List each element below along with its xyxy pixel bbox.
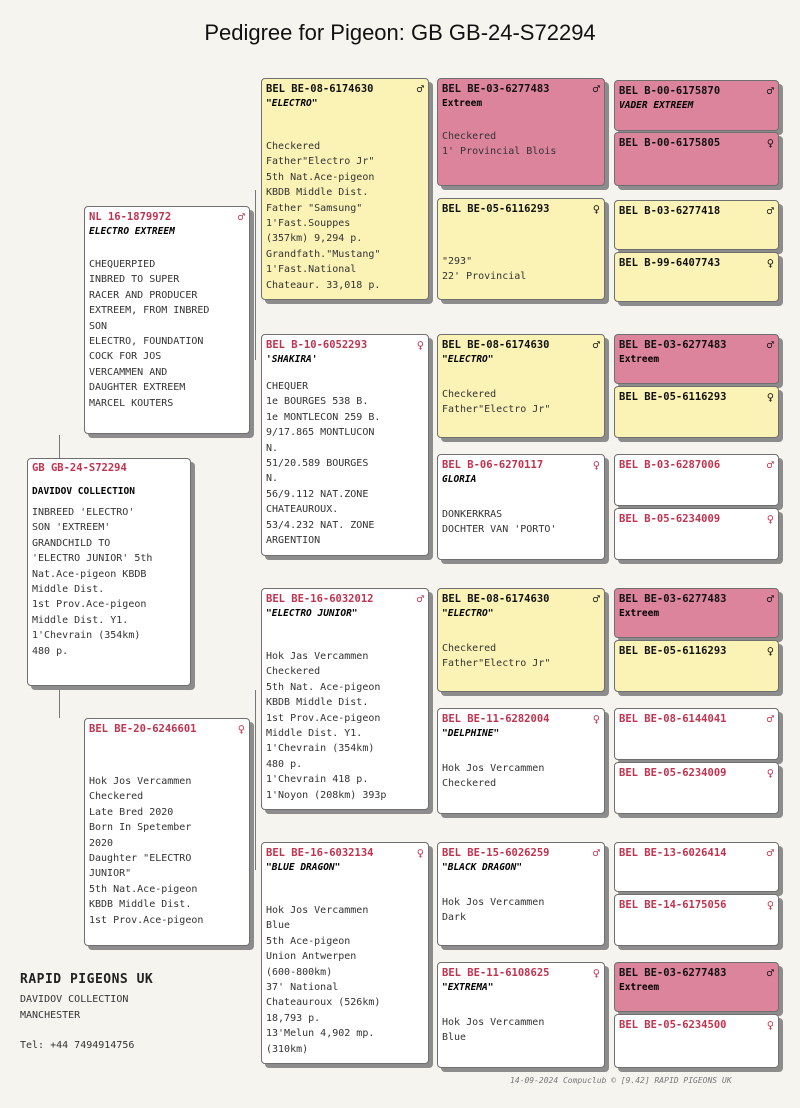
sex-symbol: ♀ bbox=[766, 390, 774, 404]
subject-desc: INBREED 'ELECTRO' SON 'EXTREEM' GRANDCHILD TO 'ELECTRO JUNIOR' 5th Nat.Ace-pigeon KBDB Middle Dist. 1st Prov.Ace-pigeon Middle Dist. Y1. 1'Chevrain (354km) 480 p. bbox=[32, 507, 153, 657]
ring-number: BEL BE-03-6277483 bbox=[619, 967, 727, 979]
pigeon-desc: Checkered Father"Electro Jr" 5th Nat.Ace-pigeon KBDB Middle Dist. Father "Samsung" 1'Fast.Souppes (357km) 9,294 p. Grandfath."Mustang" 1'Fast.National Chateaur. 33,018 p. bbox=[266, 141, 381, 291]
pigeon-desc: Hok Jos Vercammen Dark bbox=[442, 897, 545, 924]
sex-symbol: ♀ bbox=[766, 644, 774, 658]
pigeon-desc: Checkered 1' Provincial Blois bbox=[442, 131, 557, 158]
ring-number: BEL BE-05-6116293 bbox=[442, 203, 550, 215]
pigeon-name: "DELPHINE" bbox=[442, 728, 500, 739]
gen4-card[interactable] bbox=[614, 762, 779, 814]
sire-name: ELECTRO EXTREEM bbox=[89, 226, 175, 237]
pigeon-name: "BLACK DRAGON" bbox=[442, 862, 523, 873]
grandparent-card[interactable] bbox=[261, 842, 429, 1064]
pigeon-name: "EXTREMA" bbox=[442, 982, 494, 993]
sex-symbol: ♀ bbox=[766, 1018, 774, 1032]
sire-ring: NL 16-1879972 bbox=[89, 211, 172, 223]
sire-card[interactable] bbox=[84, 206, 250, 434]
sex-symbol: ♀ bbox=[766, 136, 774, 150]
page-title: Pedigree for Pigeon: GB GB-24-S72294 bbox=[204, 20, 596, 45]
pigeon-desc: CHEQUER 1e BOURGES 538 B. 1e MONTLECON 259 B. 9/17.865 MONTLUCON N. 51/20.589 BOURGES N. 56/9.112 NAT.ZONE CHATEAUROUX. 53/4.232 NAT. ZONE ARGENTION bbox=[266, 381, 381, 547]
ring-number: BEL BE-16-6032134 bbox=[266, 847, 374, 859]
pigeon-name: "ELECTRO JUNIOR" bbox=[266, 608, 358, 619]
gen4-card[interactable] bbox=[614, 708, 779, 760]
ring-number: BEL BE-05-6116293 bbox=[619, 645, 727, 657]
pigeon-desc: DONKERKRAS DOCHTER VAN 'PORTO' bbox=[442, 509, 557, 536]
great-grandparent-card[interactable] bbox=[437, 842, 605, 946]
pigeon-name: Extreem bbox=[619, 354, 660, 365]
gen4-card[interactable] bbox=[614, 386, 779, 438]
pigeon-name: VADER EXTREEM bbox=[619, 100, 694, 111]
pigeon-desc: "293" 22' Provincial bbox=[442, 256, 527, 283]
connector-subject bbox=[59, 435, 60, 458]
brand-name: RAPID PIGEONS UK bbox=[20, 972, 154, 987]
dam-card[interactable] bbox=[84, 718, 250, 946]
ring-number: BEL BE-13-6026414 bbox=[619, 847, 727, 859]
great-grandparent-card[interactable] bbox=[437, 334, 605, 438]
pigeon-desc: Hok Jos Vercammen Blue bbox=[442, 1017, 545, 1044]
gen4-card[interactable] bbox=[614, 200, 779, 250]
pigeon-desc: Checkered Father"Electro Jr" bbox=[442, 643, 551, 670]
sex-symbol: ♂ bbox=[592, 846, 600, 860]
pigeon-desc: Hok Jos Vercammen Blue 5th Ace-pigeon Union Antwerpen (600-800km) 37' National Chateauroux (526km) 18,793 p. 13'Melun 4,902 mp. (310km) bbox=[266, 905, 381, 1055]
ring-number: BEL B-03-6287006 bbox=[619, 459, 721, 471]
ring-number: BEL BE-11-6282004 bbox=[442, 713, 550, 725]
sex-symbol: ♀ bbox=[766, 512, 774, 526]
connector-dam-v bbox=[255, 690, 256, 870]
great-grandparent-card[interactable] bbox=[437, 962, 605, 1068]
gen4-card[interactable] bbox=[614, 334, 779, 384]
sex-symbol: ♂ bbox=[766, 592, 774, 606]
sex-symbol: ♂ bbox=[592, 338, 600, 352]
ring-number: BEL BE-03-6277483 bbox=[442, 83, 550, 95]
great-grandparent-card[interactable] bbox=[437, 708, 605, 814]
sex-symbol: ♂ bbox=[766, 204, 774, 218]
ring-number: BEL B-05-6234009 bbox=[619, 513, 721, 525]
pigeon-name: "ELECTRO" bbox=[266, 98, 318, 109]
pigeon-desc: Hok Jos Vercammen Checkered bbox=[442, 763, 545, 790]
ring-number: BEL BE-03-6277483 bbox=[619, 339, 727, 351]
ring-number: BEL B-99-6407743 bbox=[619, 257, 721, 269]
sex-symbol: ♀ bbox=[766, 256, 774, 270]
footer-line1: DAVIDOV COLLECTION bbox=[20, 994, 129, 1005]
ring-number: BEL BE-05-6234500 bbox=[619, 1019, 727, 1031]
great-grandparent-card[interactable] bbox=[437, 198, 605, 300]
ring-number: BEL BE-16-6032012 bbox=[266, 593, 374, 605]
ring-number: BEL BE-14-6175056 bbox=[619, 899, 727, 911]
sex-symbol: ♂ bbox=[416, 592, 424, 606]
gen4-card[interactable] bbox=[614, 80, 779, 131]
connector-sire-v bbox=[255, 190, 256, 360]
ring-number: BEL BE-05-6116293 bbox=[619, 391, 727, 403]
ring-number: BEL B-03-6277418 bbox=[619, 205, 721, 217]
grandparent-card[interactable] bbox=[261, 334, 429, 556]
pigeon-name: GLORIA bbox=[442, 474, 477, 485]
gen4-card[interactable] bbox=[614, 252, 779, 302]
sex-symbol: ♀ bbox=[592, 712, 600, 726]
gen4-card[interactable] bbox=[614, 1014, 779, 1068]
ring-number: BEL BE-08-6174630 bbox=[442, 339, 550, 351]
sex-symbol: ♀ bbox=[416, 846, 424, 860]
sex-symbol: ♀ bbox=[766, 898, 774, 912]
footer-tel: Tel: +44 7494914756 bbox=[20, 1040, 135, 1051]
pigeon-desc: Hok Jas Vercammen Checkered 5th Nat. Ace-pigeon KBDB Middle Dist. 1st Prov.Ace-pigeon Middle Dist. Y1. 1'Chevrain (354km) 480 p. 1'Chevrain 418 p. 1'Noyon (208km) 393p bbox=[266, 651, 387, 801]
sex-symbol: ♂ bbox=[766, 338, 774, 352]
sex-symbol: ♂ bbox=[592, 592, 600, 606]
sex-symbol: ♂ bbox=[766, 458, 774, 472]
sire-sex: ♂ bbox=[237, 210, 245, 224]
great-grandparent-card[interactable] bbox=[437, 78, 605, 186]
subject-card[interactable] bbox=[27, 458, 191, 686]
pigeon-name: Extreem bbox=[619, 608, 660, 619]
sex-symbol: ♂ bbox=[766, 846, 774, 860]
sire-desc: CHEQUERPIED INBRED TO SUPER RACER AND PRODUCER EXTREEM, FROM INBRED SON ELECTRO, FOUNDATION COCK FOR JOS VERCAMMEN AND DAUGHTER EXTREEM MARCEL KOUTERS bbox=[89, 259, 210, 409]
print-stamp: 14-09-2024 Compuclub © [9.42] RAPID PIGEONS UK bbox=[510, 1076, 732, 1085]
pigeon-name: Extreem bbox=[619, 982, 660, 993]
ring-number: BEL BE-03-6277483 bbox=[619, 593, 727, 605]
dam-ring: BEL BE-20-6246601 bbox=[89, 723, 197, 735]
ring-number: BEL BE-08-6144041 bbox=[619, 713, 727, 725]
gen4-card[interactable] bbox=[614, 962, 779, 1012]
ring-number: BEL B-00-6175870 bbox=[619, 85, 721, 97]
dam-desc: Hok Jos Vercammen Checkered Late Bred 2020 Born In Spetember 2020 Daughter "ELECTRO JUNIOR" 5th Nat.Ace-pigeon KBDB Middle Dist. 1st Prov.Ace-pigeon bbox=[89, 776, 204, 926]
gen4-card[interactable] bbox=[614, 640, 779, 692]
ring-number: BEL B-10-6052293 bbox=[266, 339, 368, 351]
ring-number: BEL B-06-6270117 bbox=[442, 459, 544, 471]
pigeon-desc: Checkered Father"Electro Jr" bbox=[442, 389, 551, 416]
gen4-card[interactable] bbox=[614, 588, 779, 638]
sex-symbol: ♂ bbox=[416, 82, 424, 96]
sex-symbol: ♂ bbox=[766, 84, 774, 98]
gen4-card[interactable] bbox=[614, 454, 779, 506]
footer-line2: MANCHESTER bbox=[20, 1010, 81, 1021]
sex-symbol: ♀ bbox=[592, 966, 600, 980]
sex-symbol: ♀ bbox=[766, 766, 774, 780]
gen4-card[interactable] bbox=[614, 894, 779, 946]
pigeon-name: "BLUE DRAGON" bbox=[266, 862, 341, 873]
sex-symbol: ♂ bbox=[766, 712, 774, 726]
ring-number: BEL BE-15-6026259 bbox=[442, 847, 550, 859]
subject-name: DAVIDOV COLLECTION bbox=[32, 486, 135, 497]
pigeon-name: Extreem bbox=[442, 98, 483, 109]
ring-number: BEL BE-08-6174630 bbox=[442, 593, 550, 605]
gen4-card[interactable] bbox=[614, 842, 779, 892]
gen4-card[interactable] bbox=[614, 508, 779, 560]
gen4-card[interactable] bbox=[614, 132, 779, 186]
pigeon-name: "ELECTRO" bbox=[442, 608, 494, 619]
sex-symbol: ♀ bbox=[592, 202, 600, 216]
ring-number: BEL B-00-6175805 bbox=[619, 137, 721, 149]
ring-number: BEL BE-05-6234009 bbox=[619, 767, 727, 779]
sex-symbol: ♂ bbox=[592, 82, 600, 96]
sex-symbol: ♂ bbox=[766, 966, 774, 980]
subject-ring: GB GB-24-S72294 bbox=[32, 462, 127, 474]
grandparent-card[interactable] bbox=[261, 78, 429, 300]
grandparent-card[interactable] bbox=[261, 588, 429, 810]
ring-number: BEL BE-11-6108625 bbox=[442, 967, 550, 979]
sex-symbol: ♀ bbox=[592, 458, 600, 472]
pigeon-name: "ELECTRO" bbox=[442, 354, 494, 365]
connector-subject-dam bbox=[59, 686, 60, 718]
pigeon-name: 'SHAKIRA' bbox=[266, 354, 318, 365]
great-grandparent-card[interactable] bbox=[437, 588, 605, 692]
ring-number: BEL BE-08-6174630 bbox=[266, 83, 374, 95]
dam-sex: ♀ bbox=[237, 722, 245, 736]
great-grandparent-card[interactable] bbox=[437, 454, 605, 560]
sex-symbol: ♀ bbox=[416, 338, 424, 352]
